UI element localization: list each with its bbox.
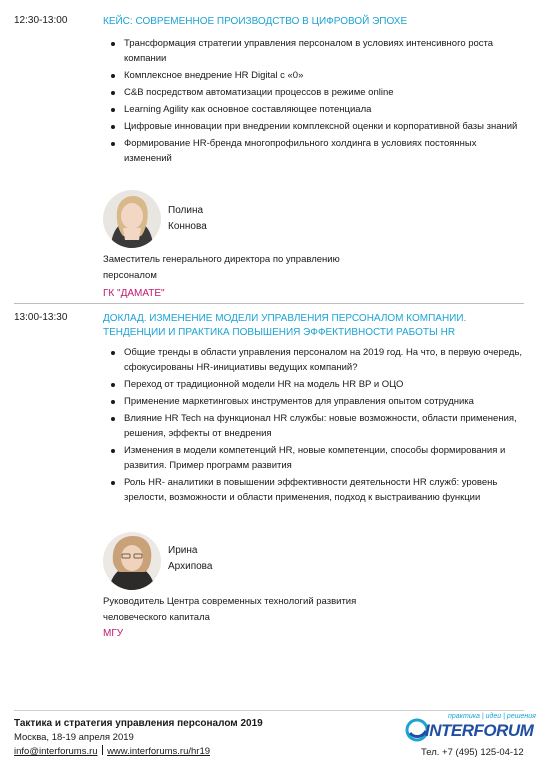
topic-item: Влияние HR Tech на функционал HR службы: новые возможности, области применения, решения, эффекты от внедрения — [103, 411, 523, 441]
topic-item: Применение маркетинговых инструментов для управления опытом сотрудника — [103, 394, 523, 409]
interforum-logo — [405, 713, 536, 747]
topic-item: Цифровые инновации при внедрении комплексной оценки и корпоративной базы знаний — [103, 119, 523, 134]
session-time: 12:30-13:00 — [14, 15, 68, 26]
section-divider — [14, 303, 524, 304]
session-title: КЕЙС: СОВРЕМЕННОЕ ПРОИЗВОДСТВО В ЦИФРОВОЙ ЭПОХЕ — [103, 16, 408, 27]
speaker-photo — [103, 190, 161, 248]
topic-item: Комплексное внедрение HR Digital с «0» — [103, 68, 523, 83]
topic-item: Формирование HR-бренда многопрофильного холдинга в условиях постоянных изменений — [103, 136, 523, 166]
session-topics — [103, 345, 523, 507]
speaker-role: Заместитель генерального директора по управлению персоналом — [103, 254, 340, 281]
logo-tagline: практика | идеи | решения — [448, 713, 536, 720]
event-title: Тактика и стратегия управления персоналом 2019 — [14, 718, 263, 729]
speaker-role: Руководитель Центра современных технологий развития человеческого капитала — [103, 596, 357, 623]
footer-links — [14, 745, 210, 757]
phone-number: Тел. +7 (495) 125-04-12 — [421, 747, 524, 758]
topic-item: Изменения в модели компетенций HR, новые компетенции, способы формирования и развития. Пример программ развития — [103, 443, 523, 473]
topic-item: Роль HR- аналитики в повышении эффективности деятельности HR служб: уровень зрелости, возможности и области применения, подход к выстраиванию функции — [103, 475, 523, 505]
speaker-organization: МГУ — [103, 628, 124, 639]
logo-wordmark: INTERFORUM — [425, 721, 534, 740]
speaker-photo — [103, 532, 161, 590]
speaker-last-name: Архипова — [168, 561, 213, 572]
event-place-date: Москва, 18-19 апреля 2019 — [14, 732, 134, 743]
link-separator — [102, 745, 104, 755]
speaker-first-name: Ирина — [168, 545, 198, 556]
speaker-last-name: Коннова — [168, 221, 207, 232]
speaker-organization: ГК "ДАМАТЕ" — [103, 288, 165, 299]
topic-item: Learning Agility как основное составляющее потенциала — [103, 102, 523, 117]
session-title: ДОКЛАД. ИЗМЕНЕНИЕ МОДЕЛИ УПРАВЛЕНИЯ ПЕРСОНАЛОМ КОМПАНИИ. ТЕНДЕНЦИИ И ПРАКТИКА ПОВЫШЕНИЯ ЭФФЕКТИВНОСТИ РАБОТЫ HR — [103, 313, 467, 338]
session-time: 13:00-13:30 — [14, 312, 68, 323]
topic-item: Переход от традиционной модели HR на модель HR BP и ОЦО — [103, 377, 523, 392]
topic-item: Трансформация стратегии управления персоналом в условиях интенсивного роста компании — [103, 36, 523, 66]
topic-item: Общие тренды в области управления персоналом на 2019 год. На что, в первую очередь, сфокусированы HR-инициативы ведущих компаний? — [103, 345, 523, 375]
speaker-first-name: Полина — [168, 205, 204, 216]
session-topics — [103, 36, 523, 168]
topic-item: C&B посредством автоматизации процессов в режиме online — [103, 85, 523, 100]
website-link[interactable]: www.interforums.ru/hr19 — [107, 746, 211, 757]
email-link[interactable]: info@interforums.ru — [14, 746, 98, 757]
footer-divider — [14, 710, 524, 711]
